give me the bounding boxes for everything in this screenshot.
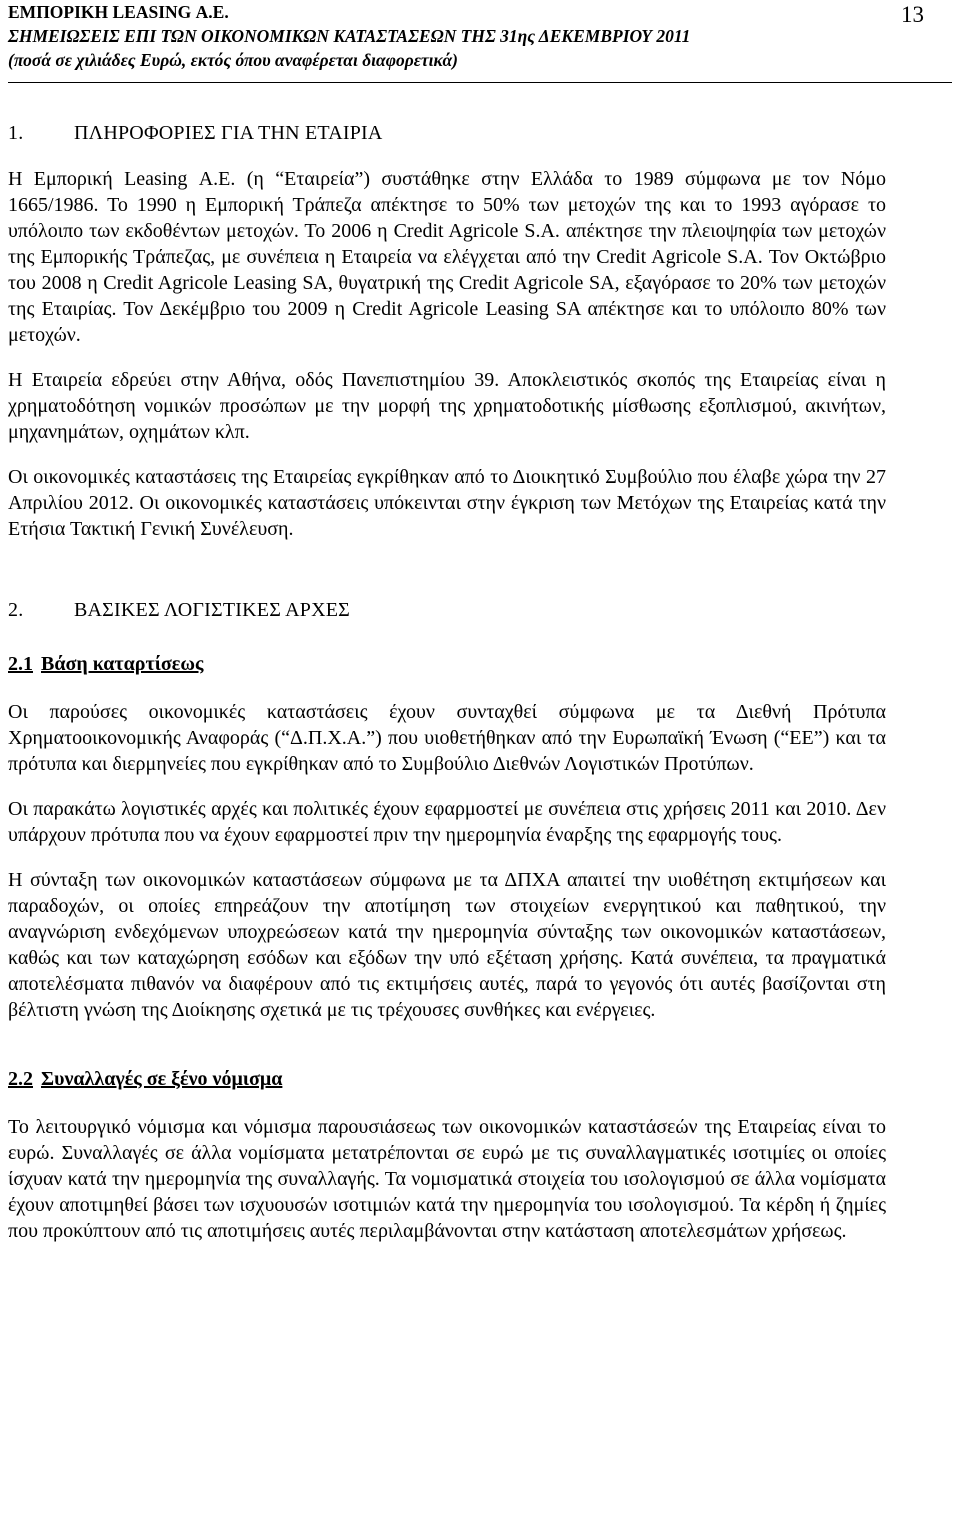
subsection-2-1-title: Βάση καταρτίσεως (41, 653, 204, 675)
section-2-title: ΒΑΣΙΚΕΣ ΛΟΓΙΣΤΙΚΕΣ ΑΡΧΕΣ (74, 599, 351, 621)
subsection-2-1-paragraph: Οι παρούσες οικονομικές καταστάσεις έχουν συνταχθεί σύμφωνα με τα Διεθνή Πρότυπα Χρηματοοικονομικής Αναφοράς (“Δ.Π.Χ.Α.”) που υιοθετήθηκαν από την Ευρωπαϊκή Ένωση (“ΕΕ”) και τα πρότυπα και διερμηνείες που εγκρίθηκαν από το Συμβούλιο Διεθνών Λογιστικών Προτύπων. (8, 701, 886, 775)
section-1-title: ΠΛΗΡΟΦΟΡΙΕΣ ΓΙΑ ΤΗΝ ΕΤΑΙΡΙΑ (74, 122, 383, 144)
subsection-2-2-number: 2.2 (8, 1068, 33, 1090)
section-1-paragraph: Η Εταιρεία εδρεύει στην Αθήνα, οδός Πανεπιστημίου 39. Αποκλειστικός σκοπός της Εταιρείας είναι η χρηματοδότηση νομικών προσώπων με την μορφή της χρηματοδοτικής μίσθωσης εξοπλισμού, ακινήτων, μηχανημάτων, οχημάτων κλπ. (8, 369, 886, 443)
section-1-paragraph: Η Εμπορική Leasing Α.Ε. (η “Εταιρεία”) συστάθηκε στην Ελλάδα το 1989 σύμφωνα με τον Νόμο 1665/1986. Το 1990 η Εμπορική Τράπεζα απέκτησε το 50% των μετοχών της και το 1993 αγόρασε το υπόλοιπο των εκδοθέντων μετοχών. Το 2006 η Credit Agricole S.A. απέκτησε την πλειοψηφία των μετοχών της Εμπορικής Τράπεζας, με συνέπεια η Εταιρεία να ελέγχεται από την Credit Agricole S.A. Τον Οκτώβριο του 2008 η Credit Agricole Leasing SA, θυγατρική της Credit Agricole SA, εξαγόρασε το 20% των μετοχών της Εταιρίας. Τον Δεκέμβριο του 2009 η Credit Agricole Leasing SA απέκτησε και το υπόλοιπο 80% των μετοχών. (8, 168, 886, 346)
section-1-paragraph: Οι οικονομικές καταστάσεις της Εταιρείας εγκρίθηκαν από το Διοικητικό Συμβούλιο που έλαβε χώρα την 27 Απριλίου 2012. Οι οικονομικές καταστάσεις υπόκεινται στην έγκριση των Μετόχων της Εταιρείας κατά την Ετήσια Τακτική Γενική Συνέλευση. (8, 466, 886, 540)
subsection-2-2-title: Συναλλαγές σε ξένο νόμισμα (41, 1068, 283, 1090)
subsection-2-1-number: 2.1 (8, 653, 33, 675)
page-number: 13 (901, 2, 924, 27)
section-2-heading (8, 597, 886, 623)
company-name: ΕΜΠΟΡΙΚΗ LEASING Α.Ε. (8, 2, 229, 22)
subsection-2-1-paragraph: Οι παρακάτω λογιστικές αρχές και πολιτικές έχουν εφαρμοστεί με συνέπεια στις χρήσεις 2011 και 2010. Δεν υπάρχουν πρότυπα που να έχουν εφαρμοστεί πριν την ημερομηνία έναρξης της εφαρμογής τους. (8, 798, 886, 846)
page-content (8, 120, 886, 1263)
page-header (8, 0, 952, 72)
subsection-2-2-paragraph: Το λειτουργικό νόμισμα και νόμισμα παρουσιάσεως των οικονομικών καταστάσεών της Εταιρείας είναι το ευρώ. Συναλλαγές σε άλλα νομίσματα μετατρέπονται σε ευρώ με τις συναλλαγματικές ισοτιμίες οι οποίες ίσχυαν κατά την ημερομηνία της συναλλαγής. Τα νομισματικά στοιχεία του ισολογισμού σε άλλα νομίσματα έχουν αποτιμηθεί βάσει των ισχυουσών ισοτιμιών κατά την ημερομηνία του ισολογισμού. Τα κέρδη ή ζημίες που προκύπτουν από τις αποτιμήσεις αυτές περιλαμβάνονται στην κατάσταση αποτελεσμάτων χρήσεως. (8, 1116, 886, 1242)
header-divider (8, 82, 952, 83)
subsection-2-2-heading (8, 1066, 886, 1092)
document-subtitle: ΣΗΜΕΙΩΣΕΙΣ ΕΠΙ ΤΩΝ ΟΙΚΟΝΟΜΙΚΩΝ ΚΑΤΑΣΤΑΣΕΩΝ ΤΗΣ 31ης ΔΕΚΕΜΒΡΙΟΥ 2011 (8, 26, 691, 46)
section-2-number: 2. (8, 599, 24, 621)
subsection-2-1-paragraph: Η σύνταξη των οικονομικών καταστάσεων σύμφωνα με τα ΔΠΧΑ απαιτεί την υιοθέτηση εκτιμήσεων και παραδοχών, οι οποίες επηρεάζουν την αποτίμηση των στοιχείων ενεργητικού και παθητικού, την αναγνώριση ενδεχόμενων υποχρεώσεων κατά την ημερομηνία σύνταξης των οικονομικών καταστάσεων, καθώς και των καταχώρηση εσόδων και εξόδων την υπό εξέταση χρήσης. Κατά συνέπεια, τα πραγματικά αποτελέσματα πιθανόν να διαφέρουν από τις εκτιμήσεις αυτές, παρά το γεγονός ότι αυτές βασίζονται στη βέλτιστη γνώση της Διοίκησης σχετικά με τις τρέχουσες συνθήκες και ενέργειες. (8, 869, 886, 1021)
section-1-heading (8, 120, 886, 146)
amounts-note: (ποσά σε χιλιάδες Ευρώ, εκτός όπου αναφέρεται διαφορετικά) (8, 50, 458, 70)
subsection-2-1-heading (8, 651, 886, 677)
section-1-number: 1. (8, 122, 24, 144)
